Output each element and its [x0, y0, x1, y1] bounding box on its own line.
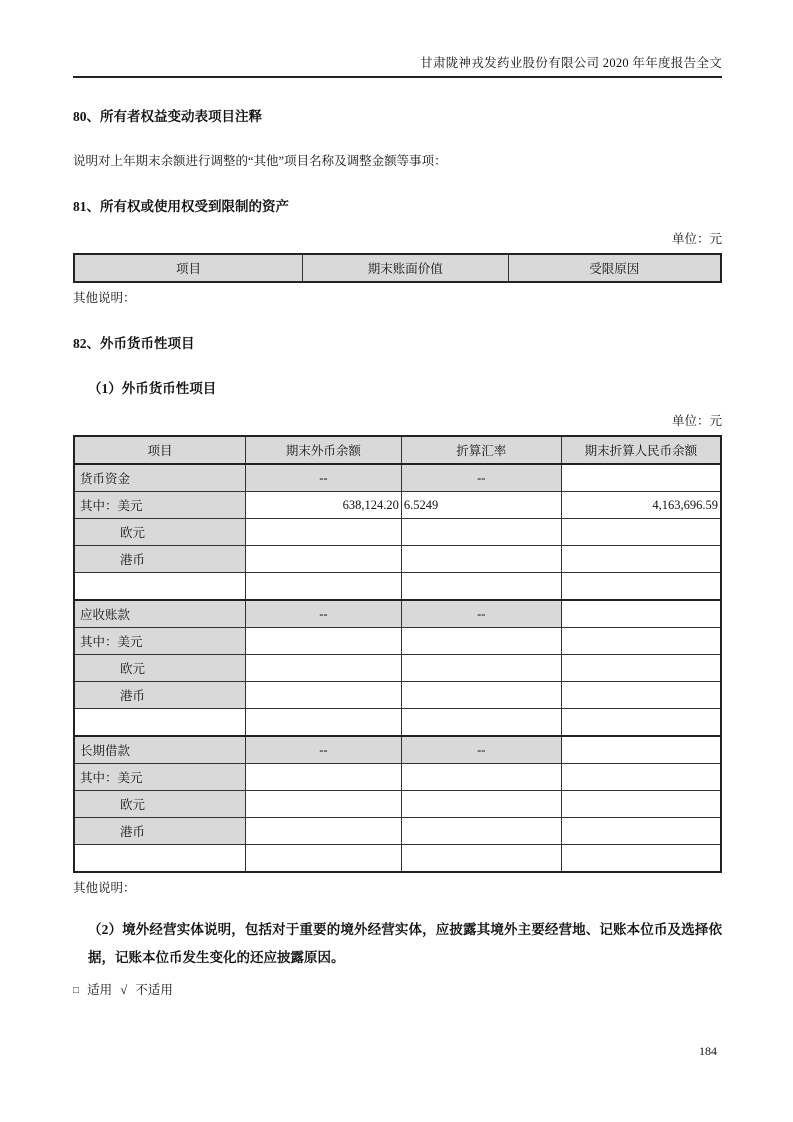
rmb-balance-cell: [561, 600, 721, 628]
item-cell: 应收账款: [74, 600, 245, 628]
foreign-balance-cell: --: [245, 464, 401, 492]
applicable-label: 适用: [87, 983, 113, 997]
exchange-rate-cell: 6.5249: [401, 492, 561, 519]
exchange-rate-cell: [401, 546, 561, 573]
foreign-balance-cell: [245, 628, 401, 655]
rmb-balance-cell: [561, 546, 721, 573]
item-cell: [74, 573, 245, 601]
rmb-balance-cell: 4,163,696.59: [561, 492, 721, 519]
item-cell: 港币: [74, 818, 245, 845]
rmb-balance-cell: [561, 519, 721, 546]
section-82-sub2-heading: （2）境外经营实体说明，包括对于重要的境外经营实体，应披露其境外主要经营地、记账本位币及选择依据，记账本位币发生变化的还应披露原因。: [88, 922, 722, 965]
exchange-rate-cell: [401, 818, 561, 845]
foreign-balance-cell: [245, 791, 401, 818]
column-header-exchange-rate: 折算汇率: [401, 436, 561, 464]
applicability-line: [73, 980, 722, 998]
rmb-balance-cell: [561, 818, 721, 845]
rmb-balance-cell: [561, 736, 721, 764]
exchange-rate-cell: [401, 845, 561, 873]
exchange-rate-cell: [401, 628, 561, 655]
rmb-balance-cell: [561, 464, 721, 492]
table-header-row: [74, 436, 721, 464]
exchange-rate-cell: --: [401, 736, 561, 764]
exchange-rate-cell: [401, 573, 561, 601]
table-row: [74, 573, 721, 601]
page-number: 184: [699, 1044, 717, 1058]
rmb-balance-cell: [561, 682, 721, 709]
foreign-balance-cell: [245, 519, 401, 546]
column-header-restriction-reason: 受限原因: [508, 254, 721, 282]
table-row: [74, 818, 721, 845]
foreign-balance-cell: [245, 709, 401, 737]
table-row: [74, 464, 721, 492]
column-header-rmb-balance: 期末折算人民币余额: [561, 436, 721, 464]
column-header-ending-book-value: 期末账面价值: [302, 254, 508, 282]
item-cell: 长期借款: [74, 736, 245, 764]
section-81-heading: 81、所有权或使用权受到限制的资产: [73, 199, 289, 214]
section-80-note: 说明对上年期末余额进行调整的“其他”项目名称及调整金额等事项：: [73, 154, 447, 168]
rmb-balance-cell: [561, 709, 721, 737]
foreign-balance-cell: [245, 682, 401, 709]
foreign-balance-cell: [245, 818, 401, 845]
item-cell: 其中：美元: [74, 492, 245, 519]
section-81-unit-label: 单位：元: [671, 232, 722, 246]
foreign-balance-cell: [245, 546, 401, 573]
foreign-balance-cell: --: [245, 600, 401, 628]
foreign-balance-cell: [245, 655, 401, 682]
item-cell: 港币: [74, 546, 245, 573]
exchange-rate-cell: --: [401, 464, 561, 492]
section-82-other-note: 其他说明：: [73, 881, 136, 895]
item-cell: 其中：美元: [74, 764, 245, 791]
exchange-rate-cell: --: [401, 600, 561, 628]
item-cell: [74, 845, 245, 873]
item-cell: 货币资金: [74, 464, 245, 492]
foreign-balance-cell: 638,124.20: [245, 492, 401, 519]
rmb-balance-cell: [561, 573, 721, 601]
checkmark-icon: √: [120, 983, 128, 997]
exchange-rate-cell: [401, 655, 561, 682]
table-row: [74, 845, 721, 873]
table-row: [74, 682, 721, 709]
page-content: [73, 0, 722, 998]
table-row: [74, 791, 721, 818]
section-82-sub1-heading: （1）外币货币性项目: [88, 381, 217, 396]
section-81-other-note: 其他说明：: [73, 291, 136, 305]
section-82-unit-label: 单位：元: [671, 414, 722, 428]
column-header-item: 项目: [74, 436, 245, 464]
column-header-item: 项目: [74, 254, 302, 282]
table-row: [74, 655, 721, 682]
item-cell: 欧元: [74, 791, 245, 818]
exchange-rate-cell: [401, 791, 561, 818]
exchange-rate-cell: [401, 709, 561, 737]
foreign-balance-cell: [245, 845, 401, 873]
table-row: [74, 736, 721, 764]
item-cell: 港币: [74, 682, 245, 709]
doc-header-title: 甘肃陇神戎发药业股份有限公司 2020 年年度报告全文: [420, 56, 722, 70]
rmb-balance-cell: [561, 655, 721, 682]
item-cell: 欧元: [74, 655, 245, 682]
table-header-row: [74, 254, 721, 282]
checkbox-unchecked-icon: □: [73, 985, 80, 996]
foreign-balance-cell: [245, 764, 401, 791]
item-cell: [74, 709, 245, 737]
doc-header: [73, 0, 722, 78]
rmb-balance-cell: [561, 845, 721, 873]
rmb-balance-cell: [561, 764, 721, 791]
restricted-assets-table: [73, 253, 722, 283]
table-row: [74, 628, 721, 655]
foreign-currency-table: [73, 435, 722, 873]
column-header-foreign-balance: 期末外币余额: [245, 436, 401, 464]
section-80-heading: 80、所有者权益变动表项目注释: [73, 109, 262, 124]
foreign-balance-cell: --: [245, 736, 401, 764]
table-row: [74, 600, 721, 628]
table-row: [74, 519, 721, 546]
exchange-rate-cell: [401, 519, 561, 546]
table-row: [74, 492, 721, 519]
rmb-balance-cell: [561, 628, 721, 655]
table-row: [74, 709, 721, 737]
not-applicable-label: 不适用: [135, 983, 173, 997]
rmb-balance-cell: [561, 791, 721, 818]
foreign-balance-cell: [245, 573, 401, 601]
exchange-rate-cell: [401, 682, 561, 709]
item-cell: 其中：美元: [74, 628, 245, 655]
exchange-rate-cell: [401, 764, 561, 791]
section-82-heading: 82、外币货币性项目: [73, 336, 195, 351]
table-row: [74, 764, 721, 791]
table-row: [74, 546, 721, 573]
item-cell: 欧元: [74, 519, 245, 546]
